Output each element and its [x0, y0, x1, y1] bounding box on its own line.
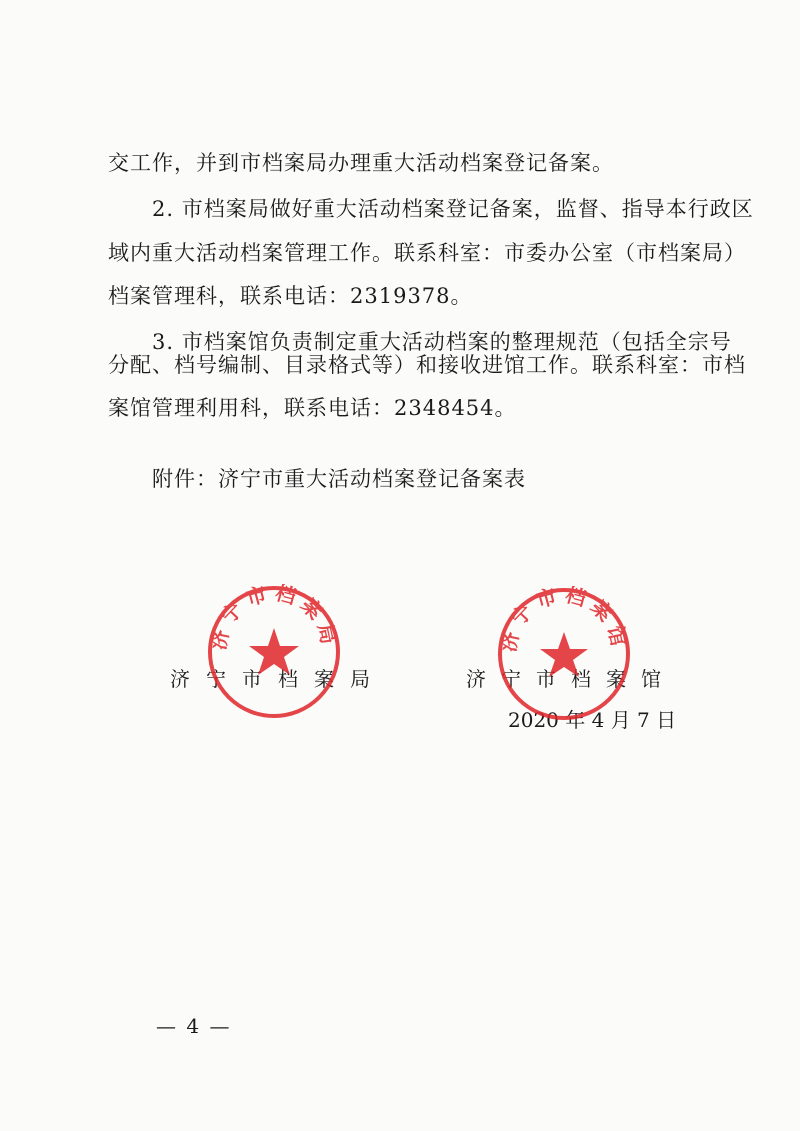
signature-left-org: 济宁市档案局	[170, 667, 386, 691]
attachment-line: 附件：济宁市重大活动档案登记备案表	[152, 467, 526, 491]
seal-right-text: 济宁市档案馆	[496, 586, 632, 654]
seal-left-graphic	[206, 584, 342, 720]
paragraph-line-1: 交工作，并到市档案局办理重大活动档案登记备案。	[108, 151, 614, 175]
seal-left	[206, 584, 342, 720]
signature-right-org: 济宁市档案馆	[466, 667, 676, 691]
paragraph-line-6: 分配、档号编制、目录格式等）和接收进馆工作。联系科室：市档	[108, 353, 746, 377]
signature-date: 2020 年 4 月 7 日	[508, 708, 677, 732]
seal-left-text: 济宁市档案局	[206, 584, 342, 652]
paragraph-line-7: 案馆管理利用科，联系电话：2348454。	[108, 396, 517, 420]
paragraph-line-3: 域内重大活动档案管理工作。联系科室：市委办公室（市档案局）	[108, 241, 746, 265]
paragraph-line-2: 2. 市档案局做好重大活动档案登记备案，监督、指导本行政区	[152, 197, 754, 221]
star-icon	[540, 632, 588, 677]
paragraph-line-4: 档案管理科，联系电话：2319378。	[108, 284, 473, 308]
seal-right-graphic	[496, 586, 632, 722]
page-number: — 4 —	[156, 1014, 232, 1038]
seal-right	[496, 586, 632, 722]
paragraph-line-5: 3. 市档案馆负责制定重大活动档案的整理规范（包括全宗号	[152, 330, 732, 354]
star-icon	[249, 628, 299, 675]
